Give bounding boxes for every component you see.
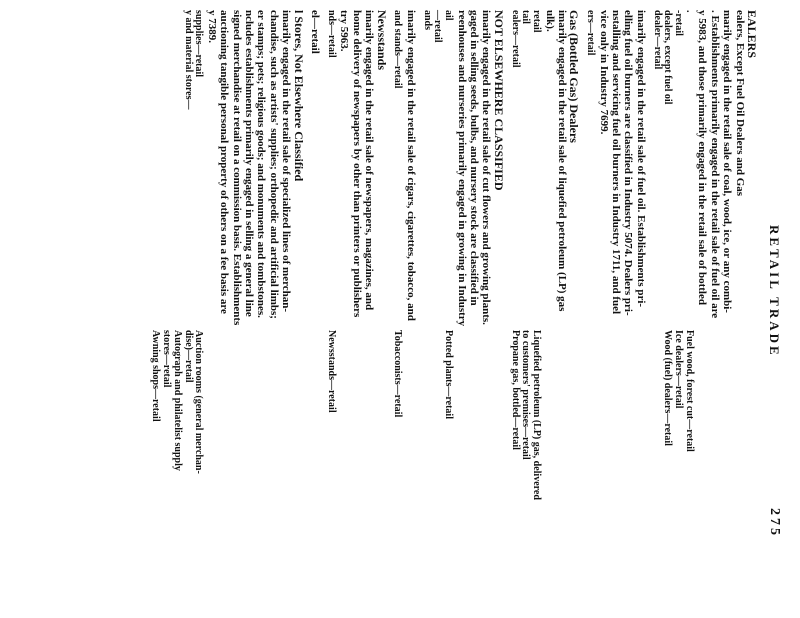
index-term: Fuel wood, forest cut—retail xyxy=(683,330,695,452)
body-text-line: ncludes establishments primarily engaged in selling a general line xyxy=(243,10,256,317)
index-term: supplies—retail xyxy=(193,10,205,78)
index-term-columns xyxy=(392,10,403,618)
body-text-line: chandise, such as artists' supplies; orthopedic and artificial limbs; xyxy=(267,10,280,319)
index-term: ands xyxy=(421,10,433,31)
index-term: y and material stores— xyxy=(182,10,194,110)
index-term: Awning shops—retail xyxy=(150,330,162,422)
index-term: nds—retail xyxy=(325,10,337,58)
index-term: retail xyxy=(531,10,543,33)
document-section xyxy=(651,10,758,618)
index-term: Newsstands—retail xyxy=(325,330,337,413)
body-text-line: y 5983, and those primarily engaged in the retail sale of bottled xyxy=(696,10,709,305)
index-term: Autograph and philatelist supply xyxy=(171,330,183,471)
index-column-right xyxy=(392,310,403,417)
index-term: ail xyxy=(443,10,455,21)
index-term: Tobacconists—retail xyxy=(392,330,404,418)
index-term: tail xyxy=(520,10,532,24)
index-term: dise)—retail xyxy=(182,330,194,383)
index-column-right xyxy=(651,310,694,452)
document-section xyxy=(325,10,387,618)
index-term: ers—retail xyxy=(585,10,597,56)
index-term: stores—retail xyxy=(161,330,173,388)
document-section xyxy=(584,10,646,618)
body-text-line: elling fuel oil burners are classified in Industry 5074. Dealers pri- xyxy=(622,10,635,316)
index-term-columns xyxy=(509,10,541,618)
body-text-line: vice only in Industry 7699. xyxy=(597,10,610,135)
body-text-line: ealers, Except Fuel Oil Dealers and Gas xyxy=(733,10,746,197)
body-text-line: el—retail xyxy=(309,10,322,54)
document-section xyxy=(421,10,505,618)
body-text-line: imarily engaged in the retail sale of fuel oil. Establishments pri- xyxy=(634,10,647,308)
index-column-left xyxy=(584,10,595,310)
index-term: Ice dealers—retail xyxy=(673,330,685,409)
document-section xyxy=(392,10,417,618)
body-text-line: imarily engaged in the retail sale of cut flowers and growing plants. xyxy=(480,10,493,325)
body-text-line: auctioning tangible personal property of others on a fee basis are xyxy=(218,10,231,314)
index-column-left xyxy=(149,10,203,310)
body-text-line: try 5963. xyxy=(338,10,351,52)
index-column-left xyxy=(421,10,453,310)
page-number: 275 xyxy=(767,508,782,538)
index-term: dealers, except fuel oil xyxy=(662,10,674,105)
running-head-title: RETAIL TRADE xyxy=(767,225,782,358)
body-text-line: imarily engaged in the retail sale of cigars, cigarettes, tobacco, and xyxy=(404,10,417,321)
index-column-left xyxy=(651,10,694,310)
index-column-right xyxy=(421,310,453,419)
index-column-left xyxy=(509,10,541,310)
index-term: to customers' premises—retail xyxy=(520,330,532,460)
body-text-line: imarily engaged in the retail sale of specialized lines of merchan- xyxy=(280,10,293,313)
body-text-line: nstalling and servicing fuel oil burners in Industry 1711, and fuel xyxy=(609,10,622,315)
page-body xyxy=(149,10,758,618)
body-text-line: signed merchandise at retail on a commission basis. Establishments xyxy=(230,10,243,326)
index-term: -retail xyxy=(673,10,685,36)
index-term: dealer—retail xyxy=(651,10,663,70)
body-text-line: home delivery of newspapers by other than printers or publishers xyxy=(350,10,363,318)
body-text-line: gaged in selling seeds, bulbs, and nursery stock are classified in xyxy=(467,10,480,306)
index-column-right xyxy=(509,310,541,500)
body-text-line: imarily engaged in the retail sale of newspapers, magazines, and xyxy=(363,10,376,311)
index-term-columns xyxy=(651,10,694,618)
index-term: Liquefied petroleum (LP) gas, delivered xyxy=(531,330,543,500)
scanned-document-page xyxy=(140,0,800,618)
body-text-line: imarily engaged in the retail sale of liquefied petroleum (LP) gas xyxy=(555,10,568,312)
document-section xyxy=(149,10,321,618)
section-heading: EALERS xyxy=(745,10,759,59)
index-term-columns xyxy=(325,10,336,618)
index-term-columns xyxy=(584,10,595,618)
index-term: Potted plants—retail xyxy=(443,330,455,419)
index-term: Auction rooms (general merchan- xyxy=(193,330,205,474)
index-term-columns xyxy=(149,10,203,618)
body-text-line: marily engaged in the retail sale of coal, wood, ice, or any combi- xyxy=(721,10,734,313)
index-term-columns xyxy=(421,10,453,618)
page-header xyxy=(762,10,782,618)
index-column-right xyxy=(149,310,203,474)
index-term: Wood (fuel) dealers—retail xyxy=(662,330,674,446)
body-text-line: ulk). xyxy=(543,10,556,32)
section-heading: Gas (Bottled Gas) Dealers xyxy=(567,10,582,143)
body-text-line: reenhouses and nurseries primarily engaged in growing in Industry xyxy=(455,10,468,327)
body-text-line: . Establishments primarily engaged in the retail sale of fuel oil are xyxy=(708,10,721,319)
index-term: ealers—retail xyxy=(509,10,521,68)
section-heading: NOT ELSEWHERE CLASSIFIED xyxy=(491,10,506,191)
section-heading: Newsstands xyxy=(374,10,389,71)
index-term: and stands—retail xyxy=(392,10,404,89)
index-column-right xyxy=(584,310,595,330)
section-heading: l Stores, Not Elsewhere Classified xyxy=(291,10,306,182)
index-term: Propane gas, bottled—retail xyxy=(509,330,521,450)
index-term: —retail xyxy=(432,10,444,43)
index-term: . xyxy=(683,10,695,13)
body-text-line: er stamps; pets; religious goods; and monuments and tombstones. xyxy=(255,10,268,318)
index-column-left xyxy=(325,10,336,310)
document-section xyxy=(509,10,581,618)
index-column-right xyxy=(325,310,336,413)
index-column-left xyxy=(392,10,403,310)
body-text-line: y 7389. xyxy=(205,10,218,43)
